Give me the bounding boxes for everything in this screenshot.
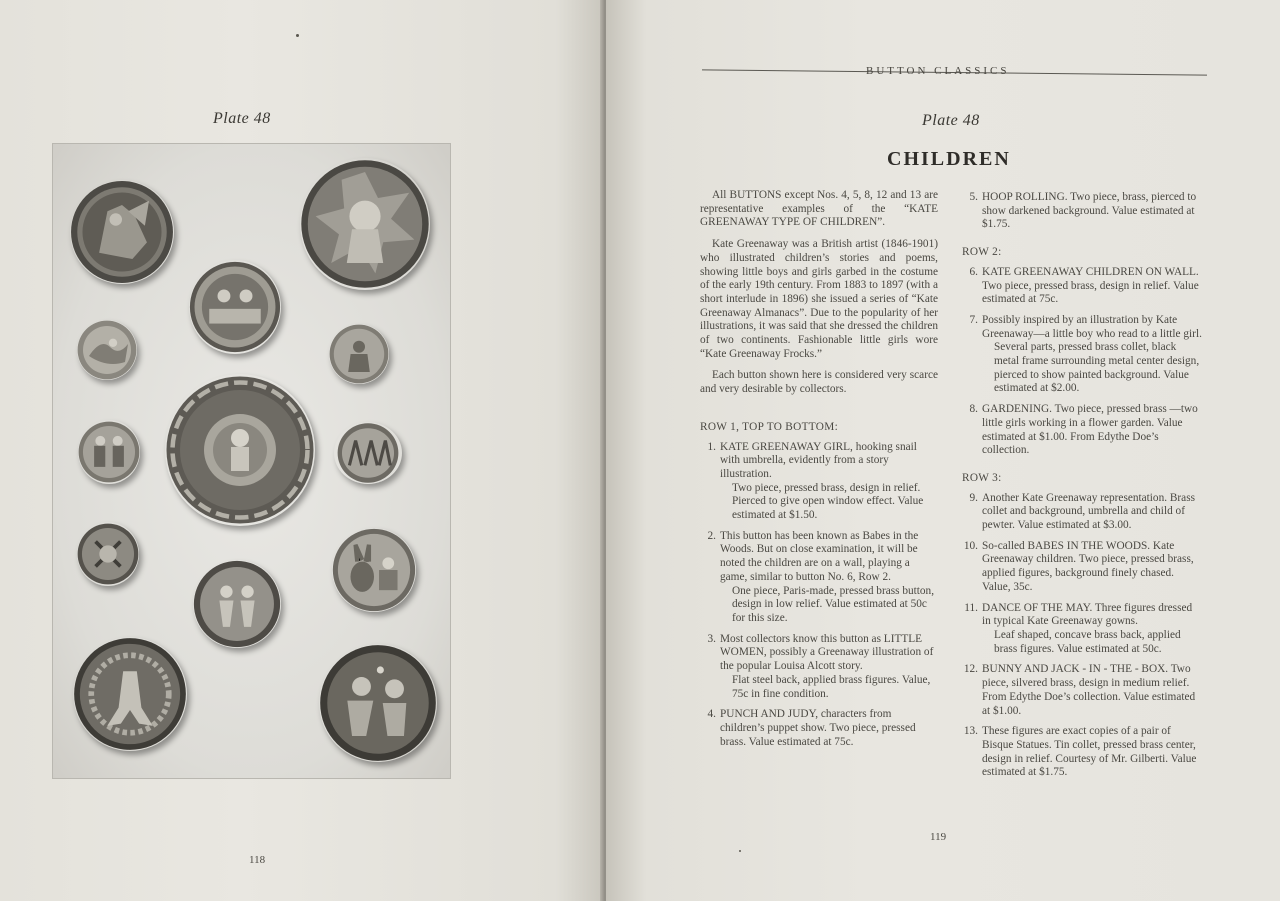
row2-heading: ROW 2:: [962, 246, 1002, 259]
list-item: [700, 530, 938, 626]
list-item: [962, 403, 1202, 458]
item-text: KATE GREENAWAY GIRL, hooking snail with umbrella, evidently from a story illustration.: [720, 440, 917, 480]
item-number: 1.: [707, 440, 716, 453]
item-number: 13.: [963, 725, 978, 738]
running-head: BUTTON CLASSICS: [866, 65, 1010, 77]
intro-paragraph-2: Kate Greenaway was a British artist (1846-1901) who illustrated children’s stories and poems, showing little boys and girls garbed in the costume of the early 19th century. From 1883 to 1897 (with a short interlude in 1896) she issued a series of “Kate Greenaway Almanacs”. Due to the popularity of her illustrations, it was said that she dressed the children of two continents. Fashionable little girls wore “Kate Greenaway Frocks.”: [700, 238, 938, 360]
button-7-photo: [165, 374, 315, 526]
item-text: Possibly inspired by an illustration by Kate Greenaway—a little boy who read to a little girl.: [982, 313, 1202, 340]
list-item: [962, 314, 1202, 396]
item-text: These figures are exact copies of a pair of Bisque Statues. Tin collet, pressed brass center, design in relief. Courtesy of Mr. Gilberti. Value estimated at $1.75.: [982, 725, 1197, 779]
list-item: [962, 540, 1202, 595]
left-plate-label: Plate 48: [213, 110, 271, 127]
text-column-1: [700, 189, 938, 756]
item-number: 5.: [969, 191, 978, 203]
list-item: [962, 191, 1202, 232]
item-number: 7.: [969, 313, 978, 326]
list-item: [700, 441, 938, 523]
button-5-photo: [73, 637, 187, 751]
item-subtext: Two piece, pressed brass, design in relief. Pierced to give open window effect. Value estimated at $1.50.: [732, 481, 924, 522]
item-text: So-called BABES IN THE WOODS. Kate Greenaway children. Two piece, pressed brass, applied figures, background finely chased. Value, 35c.: [982, 539, 1194, 593]
item-text: GARDENING. Two piece, pressed brass —two little girls working in a flower garden. Value estimated at $1.00. From Edythe Doe’s collection.: [982, 403, 1198, 457]
button-8-photo: [193, 560, 281, 648]
button-10-photo: [329, 324, 389, 384]
button-9-photo: [300, 158, 430, 290]
list-item: [962, 725, 1202, 780]
button-1-photo: [70, 180, 174, 284]
item-subtext: Leaf shaped, concave brass back, applied brass figures. Value estimated at 50c.: [994, 628, 1181, 655]
intro-paragraph-3: Each button shown here is considered very scarce and very desirable by collectors.: [700, 369, 938, 396]
list-item: [700, 708, 938, 749]
item-text: Another Kate Greenaway representation. Brass collet and background, umbrella and child of pewter. Value estimated at $3.00.: [982, 491, 1195, 532]
paper-speck: [739, 850, 741, 852]
row1-heading: ROW 1, TOP TO BOTTOM:: [700, 420, 839, 433]
list-item: [962, 492, 1202, 533]
item-text: This button has been known as Babes in the Woods. But on close examination, it will be noted the children are on a wall, playing a game, similar to button No. 6, Row 2.: [720, 529, 919, 583]
intro-paragraph-1: All BUTTONS except Nos. 4, 5, 8, 12 and 13 are representative examples of the “KATE GREENAWAY TYPE OF CHILDREN”.: [700, 189, 938, 229]
button-13-photo: [319, 644, 437, 762]
button-6-photo: [189, 260, 281, 354]
item-number: 10.: [963, 539, 978, 552]
row3-heading: ROW 3:: [962, 471, 1002, 484]
button-plate-photo: [52, 143, 451, 779]
button-2-photo: [77, 320, 137, 380]
item-subtext: Flat steel back, applied brass figures. Value, 75c in fine condition.: [732, 673, 931, 700]
button-4-photo: [77, 522, 139, 586]
page-title: CHILDREN: [887, 148, 1011, 170]
button-12-photo: [332, 528, 416, 612]
item-text: PUNCH AND JUDY, characters from children’s puppet show. Two piece, pressed brass. Value estimated at 75c.: [720, 708, 916, 748]
left-page: [0, 0, 604, 901]
button-11-photo: [334, 422, 402, 484]
item-number: 4.: [707, 708, 716, 721]
item-number: 8.: [969, 403, 978, 416]
left-page-number: 118: [249, 854, 266, 866]
item-number: 9.: [969, 491, 978, 504]
button-3-photo: [78, 420, 140, 484]
item-number: 12.: [963, 663, 978, 676]
item-text: DANCE OF THE MAY. Three figures dressed in typical Kate Greenaway gowns.: [982, 601, 1193, 628]
item-subtext: Several parts, pressed brass collet, black metal frame surrounding metal center design, pierced to show painted background. Value estimated at $2.00.: [994, 341, 1200, 395]
paper-speck: [296, 34, 299, 37]
item-subtext: One piece, Paris-made, pressed brass button, design in low relief. Value estimated at 50c for this size.: [732, 584, 935, 624]
list-item: [962, 602, 1202, 657]
list-item: [700, 633, 938, 702]
text-column-2: [962, 191, 1202, 787]
item-number: 11.: [964, 601, 978, 614]
item-number: 2.: [707, 529, 716, 542]
right-page-number: 119: [930, 831, 947, 843]
item-text: BUNNY AND JACK - IN - THE - BOX. Two piece, silvered brass, design in medium relief. From Edythe Doe’s collection. Value estimated at $1.00.: [982, 663, 1196, 717]
item-text: HOOP ROLLING. Two piece, brass, pierced to show darkened background. Value estimated at $1.75.: [982, 191, 1197, 231]
item-number: 3.: [707, 632, 716, 645]
right-plate-label: Plate 48: [922, 112, 980, 129]
item-text: Most collectors know this button as LITTLE WOMEN, possibly a Greenaway illustration of the popular Louisa Alcott story.: [720, 632, 934, 673]
item-number: 6.: [969, 265, 978, 278]
list-item: [962, 266, 1202, 307]
list-item: [962, 663, 1202, 718]
item-text: KATE GREENAWAY CHILDREN ON WALL. Two piece, pressed brass, design in relief. Value estimated at 75c.: [982, 265, 1199, 306]
